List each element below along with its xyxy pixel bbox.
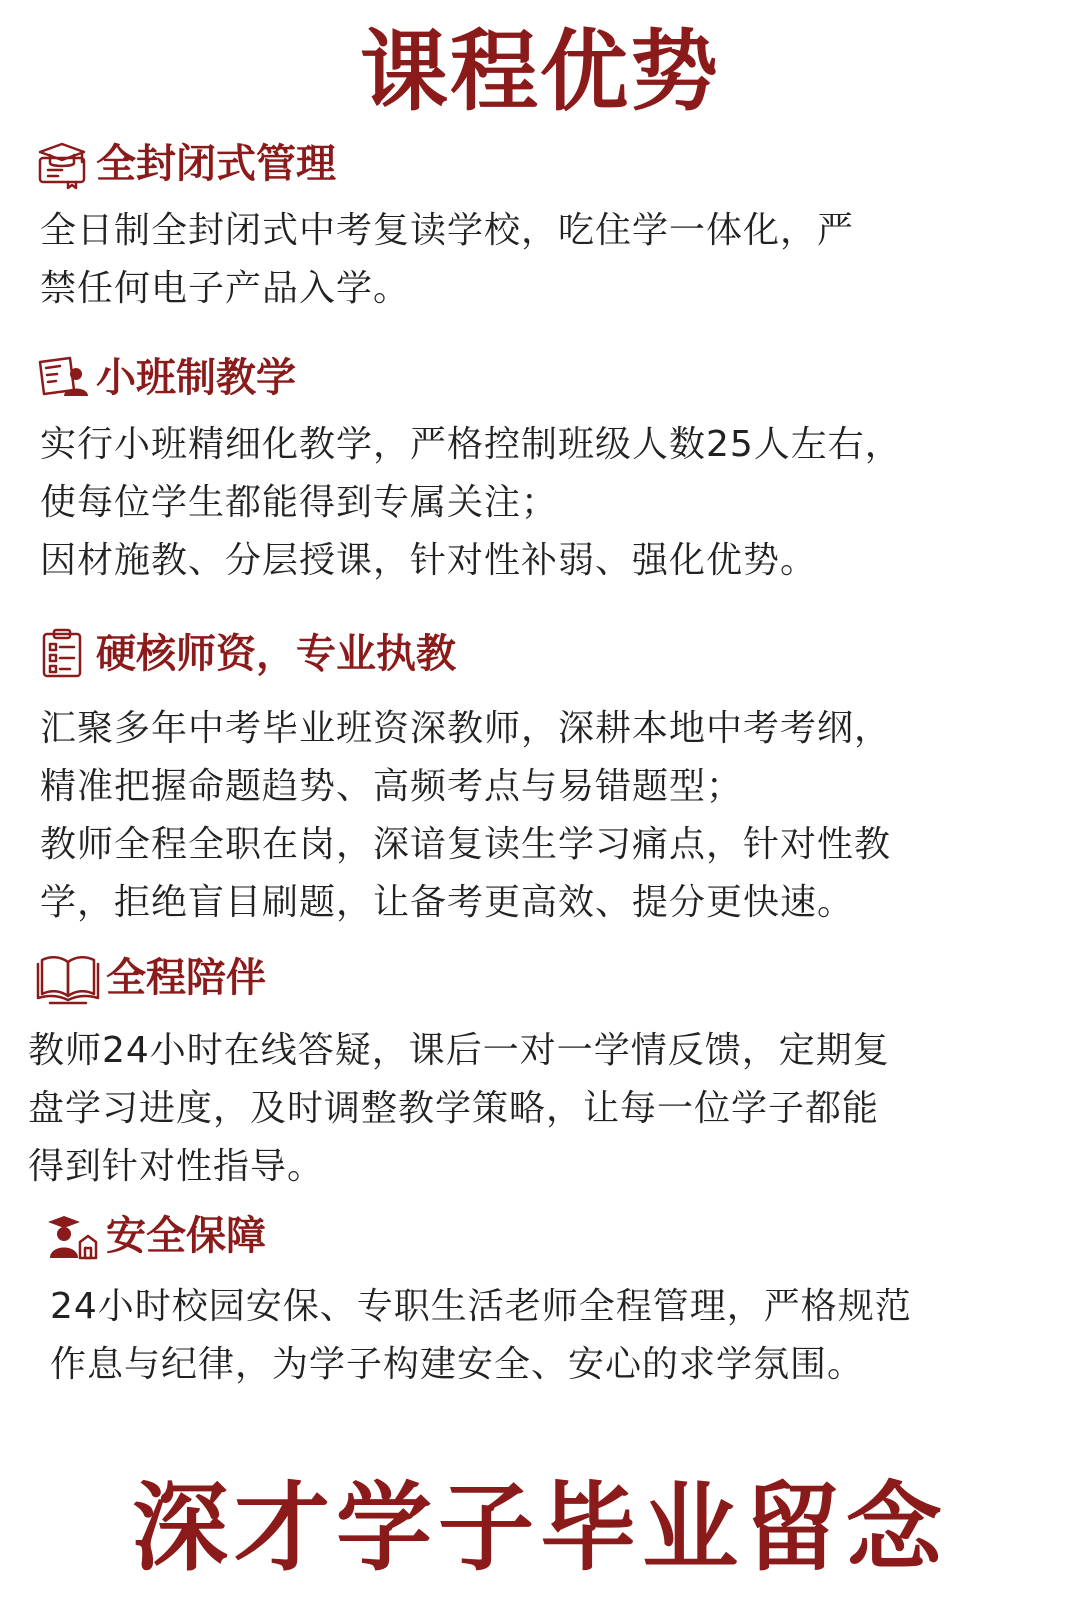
section-title: 安全保障 [106,1213,266,1259]
section-heading-closed-management [34,136,336,192]
clipboard-checklist-icon [34,626,90,682]
body-line: 学，拒绝盲目刷题，让备考更高效、提分更快速。 [40,882,855,923]
section-heading-teachers [34,626,456,682]
body-line: 教师24小时在线答疑，课后一对一学情反馈，定期复 [28,1030,890,1071]
graduation-cap-icon [34,136,90,192]
section-title: 硬核师资，专业执教 [96,631,456,677]
section-body-small-class [40,416,902,590]
section-heading-companionship [36,950,266,1006]
body-line: 24小时校园安保、专职生活老师全程管理，严格规范 [50,1286,912,1327]
body-line: 教师全程全职在岗，深谙复读生学习痛点，针对性教 [40,824,892,865]
page-title: 课程优势 [359,20,720,123]
section-title: 小班制教学 [96,355,296,401]
section-body-closed-management [40,202,854,318]
open-book-icon [36,950,100,1006]
section-body-companionship [28,1022,890,1196]
body-line: 作息与纪律，为学子构建安全、安心的求学氛围。 [50,1344,865,1385]
section-title: 全封闭式管理 [96,141,336,187]
body-line: 因材施教、分层授课，针对性补弱、强化优势。 [40,540,818,581]
body-line: 使每位学生都能得到专属关注； [40,482,559,523]
student-school-icon [44,1208,100,1264]
teacher-board-icon [34,350,90,406]
body-line: 得到针对性指导。 [28,1146,325,1187]
body-line: 汇聚多年中考毕业班资深教师，深耕本地中考考纲， [40,708,892,749]
body-line: 实行小班精细化教学，严格控制班级人数25人左右， [40,424,902,465]
body-line: 禁任何电子产品入学。 [40,268,411,309]
body-line: 全日制全封闭式中考复读学校，吃住学一体化，严 [40,210,855,251]
body-line: 精准把握命题趋势、高频考点与易错题型； [40,766,744,807]
body-line: 盘学习进度，及时调整教学策略，让每一位学子都能 [28,1088,880,1129]
section-heading-small-class [34,350,296,406]
section-heading-safety [44,1208,266,1264]
section-body-safety [50,1278,912,1394]
section-title: 全程陪伴 [106,955,266,1001]
footer-title: 深才学子毕业留念 [132,1472,948,1584]
section-body-teachers [40,700,891,932]
